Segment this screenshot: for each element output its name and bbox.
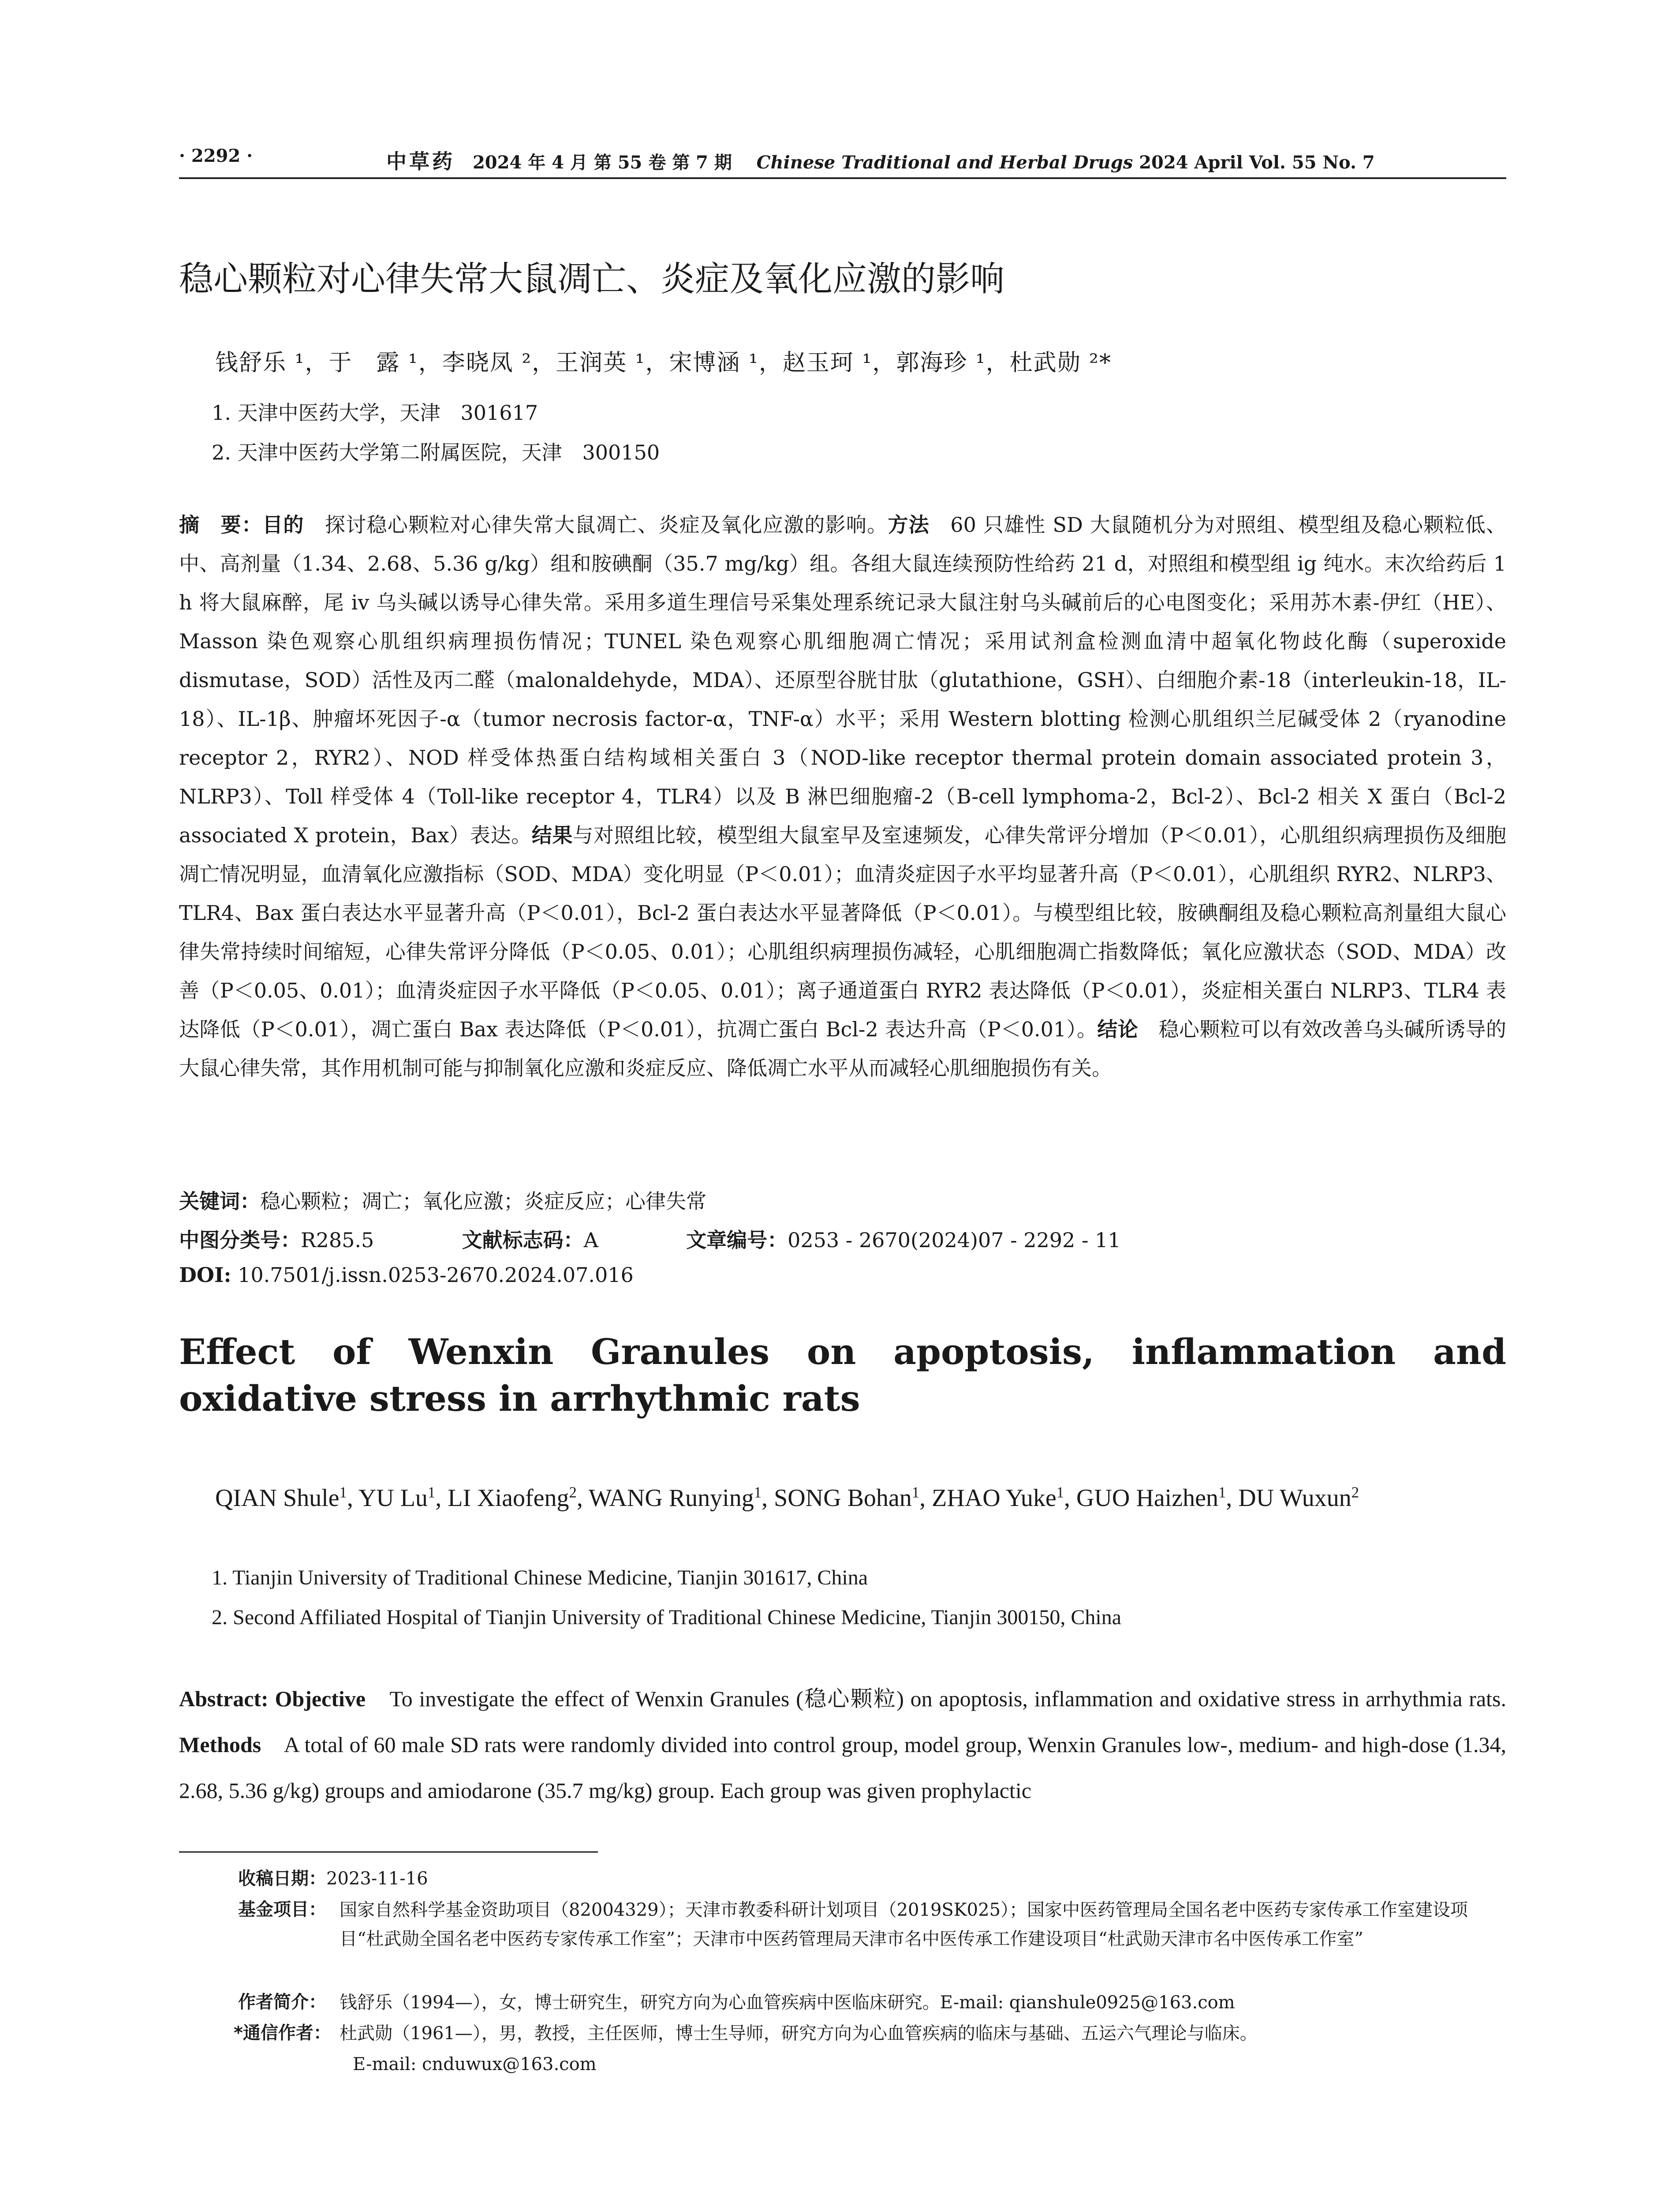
running-header [179, 146, 1506, 172]
keywords-value: 稳心颗粒；凋亡；氧化应激；炎症反应；心律失常 [260, 1189, 706, 1213]
doi-value: 10.7501/j.issn.0253-2670.2024.07.016 [231, 1263, 634, 1287]
author-affiliation-mark: 1 [427, 1484, 436, 1501]
results-cn: 与对照组比较，模型组大鼠室早及室速频发，心律失常评分增加（P＜0.01），心肌组织病理损伤及细胞凋亡情况明显，血清氧化应激指标（SOD、MDA）变化明显（P＜0.01）；血清炎症因子水平均显著升高（P＜0.01），心肌组织 RYR2、NLRP3、TLR4、Bax 蛋白表达水平显著升高（P＜0.01），Bcl-2 蛋白表达水平显著降低（P＜0.01）。与模型组比较，胺碘酮组及稳心颗粒高剂量组大鼠心律失常持续时间缩短，心律失常评分降低（P＜0.05、0.01）；心肌组织病理损伤减轻，心肌细胞凋亡指数降低；氧化应激状态（SOD、MDA）改善（P＜0.05、0.01）；血清炎症因子水平降低（P＜0.05、0.01）；离子通道蛋白 RYR2 表达降低（P＜0.01），炎症相关蛋白 NLRP3、TLR4 表达降低（P＜0.01），凋亡蛋白 Bax 表达降低（P＜0.01），抗凋亡蛋白 Bcl-2 表达升高（P＜0.01）。 [179, 823, 1507, 1041]
author-affiliation-mark: 1 [1218, 1484, 1226, 1501]
conclusion-label-cn: 结论 [1097, 1017, 1139, 1041]
doc-code-value: A [583, 1228, 598, 1252]
conclusion-cn: 稳心颗粒可以有效改善乌头碱所诱导的大鼠心律失常，其作用机制可能与抑制氧化应激和炎症反应、降低凋亡水平从而减轻心肌细胞损伤有关。 [179, 1017, 1507, 1080]
affiliation-cn-2: 2. 天津中医药大学第二附属医院，天津 300150 [212, 441, 660, 464]
author-affiliation-mark: 2 [569, 1484, 577, 1501]
author-affiliation-mark: 1 [1056, 1484, 1064, 1501]
keywords-cn [179, 1185, 706, 1215]
objective-cn: 探讨稳心颗粒对心律失常大鼠凋亡、炎症及氧化应激的影响。 [304, 513, 888, 537]
received-date: 2023-11-16 [326, 1869, 428, 1889]
affiliation-en-1: 1. Tianjin University of Traditional Chinese Medicine, Tianjin 301617, China [212, 1566, 868, 1589]
author-en: YU Lu [358, 1484, 428, 1512]
authors-cn: 钱舒乐 ¹，于 露 ¹，李晓凤 ²，王润英 ¹，宋博涵 ¹，赵玉珂 ¹，郭海珍 ¹，杜武勋 ²* [215, 350, 1112, 376]
author-bio-label: 作者简介： [238, 1992, 326, 2012]
classification-line [179, 1224, 1121, 1253]
methods-cn: 60 只雄性 SD 大鼠随机分为对照组、模型组及稳心颗粒低、中、高剂量（1.34、2.68、5.36 g/kg）组和胺碘酮（35.7 mg/kg）组。各组大鼠连续预防性给药 21 d，对照组和模型组 ig 纯水。末次给药后 1 h 将大鼠麻醉，尾 iv 乌头碱以诱导心律失常。采用多道生理信号采集处理系统记录大鼠注射乌头碱前后的心电图变化；采用苏木素-伊红（HE）、Masson 染色观察心肌组织病理损伤情况；TUNEL 染色观察心肌细胞凋亡情况；采用试剂盒检测血清中超氧化物歧化酶（superoxide dismutase，SOD）活性及丙二醛（malonaldehyde，MDA）、还原型谷胱甘肽（glutathione，GSH）、白细胞介素-18（interleukin-18，IL-18）、IL-1β、肿瘤坏死因子-α（tumor necrosis factor-α，TNF-α）水平；采用 Western blotting 检测心肌组织兰尼碱受体 2（ryanodine receptor 2，RYR2）、NOD 样受体热蛋白结构域相关蛋白 3（NOD-like receptor thermal protein domain associated protein 3，NLRP3）、Toll 样受体 4（Toll-like receptor 4，TLR4）以及 B 淋巴细胞瘤-2（B-cell lymphoma-2，Bcl-2）、Bcl-2 相关 X 蛋白（Bcl-2 associated X protein，Bax）表达。 [179, 513, 1507, 847]
author-en: GUO Haizhen [1076, 1484, 1218, 1512]
author-en: SONG Bohan [774, 1484, 912, 1512]
author-affiliation-mark: 1 [754, 1484, 762, 1501]
footnote-rule [179, 1851, 598, 1853]
footnote-author-label [238, 1988, 326, 2016]
methods-en: A total of 60 male SD rats were randomly divided into control group, model group, Wenxin Granules low-, medium- and high-dose (1.34, 2.68, 5.36 g/kg) groups and amiodarone (35.7 mg/kg) group. Each group was given prophylactic [179, 1732, 1506, 1803]
doi-label: DOI: [179, 1263, 231, 1287]
issue-cn: 2024 年 4 月 第 55 卷 第 7 期 [472, 152, 732, 173]
abstract-objective-label-en: Abstract: Objective [179, 1686, 366, 1711]
title-cn: 稳心颗粒对心律失常大鼠凋亡、炎症及氧化应激的影响 [179, 259, 1005, 299]
authors-en: QIAN Shule$^1$, YU Lu$^1$, LI Xiaofeng$^2$, WANG Runying$^1$, SONG Bohan$^1$, ZHAO Yuke$^1$, GUO Haizhen$^1$, DU Wuxun$^2$ [215, 1484, 1359, 1512]
affiliation-cn-1: 1. 天津中医药大学，天津 301617 [212, 401, 538, 425]
methods-label-en: Methods [179, 1732, 261, 1757]
author-en: ZHAO Yuke [932, 1484, 1057, 1512]
journal-name-en: Chinese Traditional and Herbal Drugs [756, 152, 1133, 173]
journal-logo-cn: 中草药 [386, 149, 455, 173]
objective-en: To investigate the effect of Wenxin Granules (稳心颗粒) on apoptosis, inflammation and oxidative stress in arrhythmia rats. [365, 1686, 1506, 1711]
author-affiliation-mark: 2 [1351, 1484, 1359, 1501]
author-en: WANG Runying [588, 1484, 754, 1512]
fund-text: 国家自然科学基金资助项目（82004329）；天津市教委科研计划项目（2019SK025）；国家中医药管理局全国名老中医药专家传承工作室建设项目“杜武勋全国名老中医药专家传承工作室”；天津市中医药管理局天津市名中医传承工作建设项目“杜武勋天津市名中医传承工作室” [340, 1900, 1468, 1949]
article-number-label: 文章编号： [686, 1228, 788, 1252]
received-label: 收稿日期： [238, 1869, 326, 1889]
footnote-corr-label [234, 2019, 331, 2047]
author-affiliation-mark: 1 [911, 1484, 920, 1501]
methods-label-cn: 方法 [888, 513, 930, 537]
author-en: LI Xiaofeng [448, 1484, 569, 1512]
header-rule [179, 177, 1506, 179]
objective-label-cn: 目的 [262, 513, 304, 537]
doi-line [179, 1263, 634, 1287]
abstract-label-cn: 摘 要： [179, 513, 263, 537]
abstract-cn [179, 505, 1506, 1088]
page-number: · 2292 · [179, 146, 253, 166]
corresponding-email: E-mail: cnduwux@163.com [353, 2054, 597, 2074]
author-en: DU Wuxun [1238, 1484, 1351, 1512]
issue-en: 2024 April Vol. 55 No. 7 [1139, 152, 1375, 173]
corresponding-text: 杜武勋（1961—），男，教授，主任医师，博士生导师，研究方向为心血管疾病的临床与基础、五运六气理论与临床。 [340, 2023, 1258, 2044]
journal-line [386, 146, 1375, 175]
doc-code-label: 文献标志码： [462, 1228, 584, 1252]
fund-label: 基金项目： [238, 1899, 326, 1920]
footnote-received [238, 1865, 428, 1893]
corresponding-label: *通信作者： [234, 2023, 331, 2043]
author-bio-text: 钱舒乐（1994—），女，博士研究生，研究方向为心血管疾病中医临床研究。E-mail: qianshule0925@163.com [340, 1992, 1235, 2013]
affiliation-en-2: 2. Second Affiliated Hospital of Tianjin University of Traditional Chinese Medicine, Tianjin 300150, China [212, 1606, 1122, 1629]
author-en: QIAN Shule [215, 1484, 340, 1512]
results-label-cn: 结果 [531, 823, 573, 847]
abstract-en [179, 1676, 1506, 1813]
keywords-label: 关键词： [179, 1189, 260, 1213]
article-number-value: 0253 - 2670(2024)07 - 2292 - 11 [788, 1228, 1121, 1252]
title-en: Effect of Wenxin Granules on apoptosis, inflammation and oxidative stress in arrhythmic rats [179, 1331, 1506, 1419]
author-affiliation-mark: 1 [339, 1484, 347, 1501]
clc-label: 中图分类号： [179, 1228, 301, 1252]
footnote-fund-label [238, 1895, 326, 1924]
clc-value: R285.5 [301, 1228, 374, 1252]
